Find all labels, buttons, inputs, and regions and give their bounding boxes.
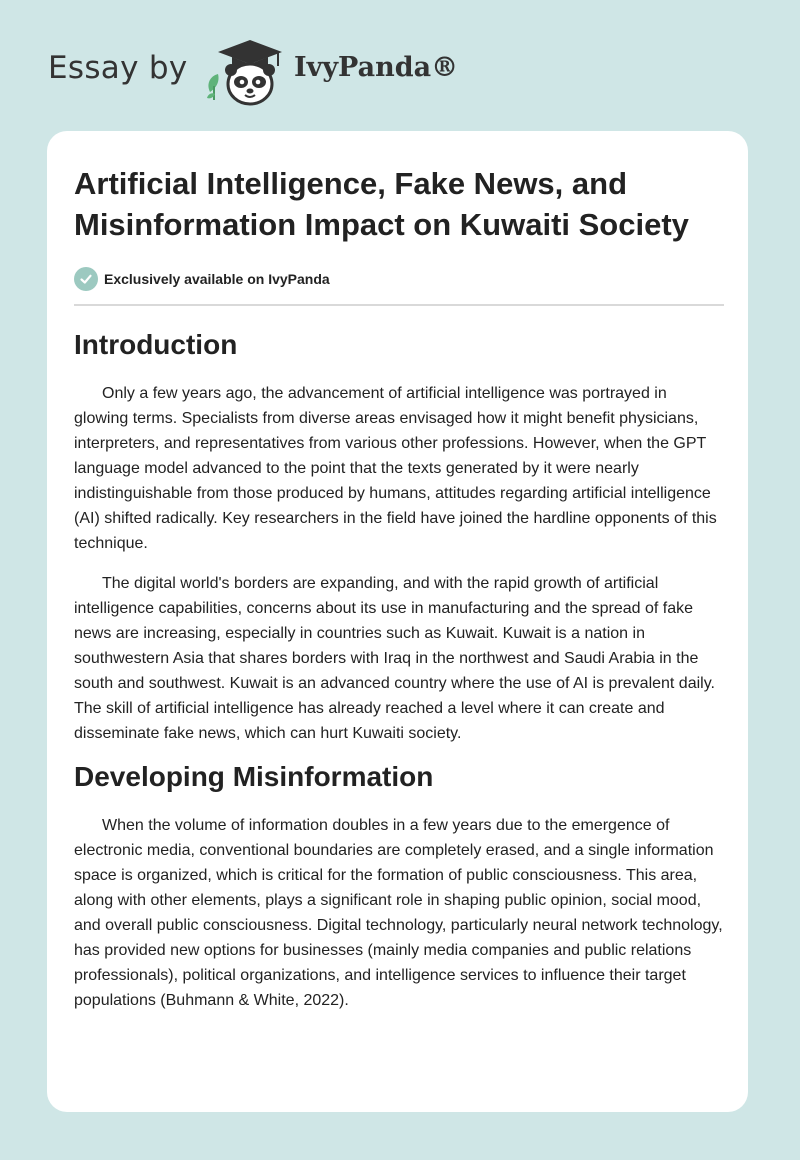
essay-card [47,131,748,1112]
exclusive-label: Exclusively available on IvyPanda [104,271,330,287]
essay-content [74,131,724,1013]
essay-title: Artificial Intelligence, Fake News, and Misinformation Impact on Kuwaiti Society [74,166,689,242]
ivypanda-wordmark[interactable]: IvyPanda® [294,52,459,83]
section-heading: Developing Misinformation [74,761,434,792]
paragraph: When the volume of information doubles in a few years due to the emergence of electronic media, conventional boundaries are completely erased, and a single information space is organized, which is critical for the formation of public consciousness. This area, along with other elements, plays a significant role in shaping public opinion, social mood, and overall public consciousness. Digital technology, particularly neural network technology, has provided new options for businesses (mainly media companies and public relations professionals), political organizations, and intelligence services to influence their target populations (Buhmann & White, 2022). [74,817,723,1009]
paragraph: Only a few years ago, the advancement of artificial intelligence was portrayed in glowing terms. Specialists from diverse areas envisaged how it might benefit physicians, interpreters, and representatives from various other professions. However, when the GPT language model advanced to the point that the texts generated by it were nearly indistinguishable from those produced by humans, attitudes regarding artificial intelligence (AI) shifted radically. Key researchers in the field have joined the hardline opponents of this technique. [74,385,717,552]
essay-by-label: Essay by [48,50,188,86]
title-divider [74,304,724,306]
section-heading: Introduction [74,329,238,360]
panda-logo-icon[interactable] [204,34,284,110]
exclusive-badge [74,266,724,292]
site-header [48,30,568,110]
leaf-icon [207,74,219,100]
check-icon [74,267,98,291]
paragraph: The digital world's borders are expanding, and with the rapid growth of artificial intelligence capabilities, concerns about its use in manufacturing and the spread of fake news are increasing, especially in countries such as Kuwait. Kuwait is a nation in southwestern Asia that shares borders with Iraq in the northwest and Saudi Arabia in the south and southwest. Kuwait is an advanced country where the use of AI is prevalent daily. The skill of artificial intelligence has already reached a level where it can create and disseminate fake news, which can hurt Kuwaiti society. [74,575,715,742]
